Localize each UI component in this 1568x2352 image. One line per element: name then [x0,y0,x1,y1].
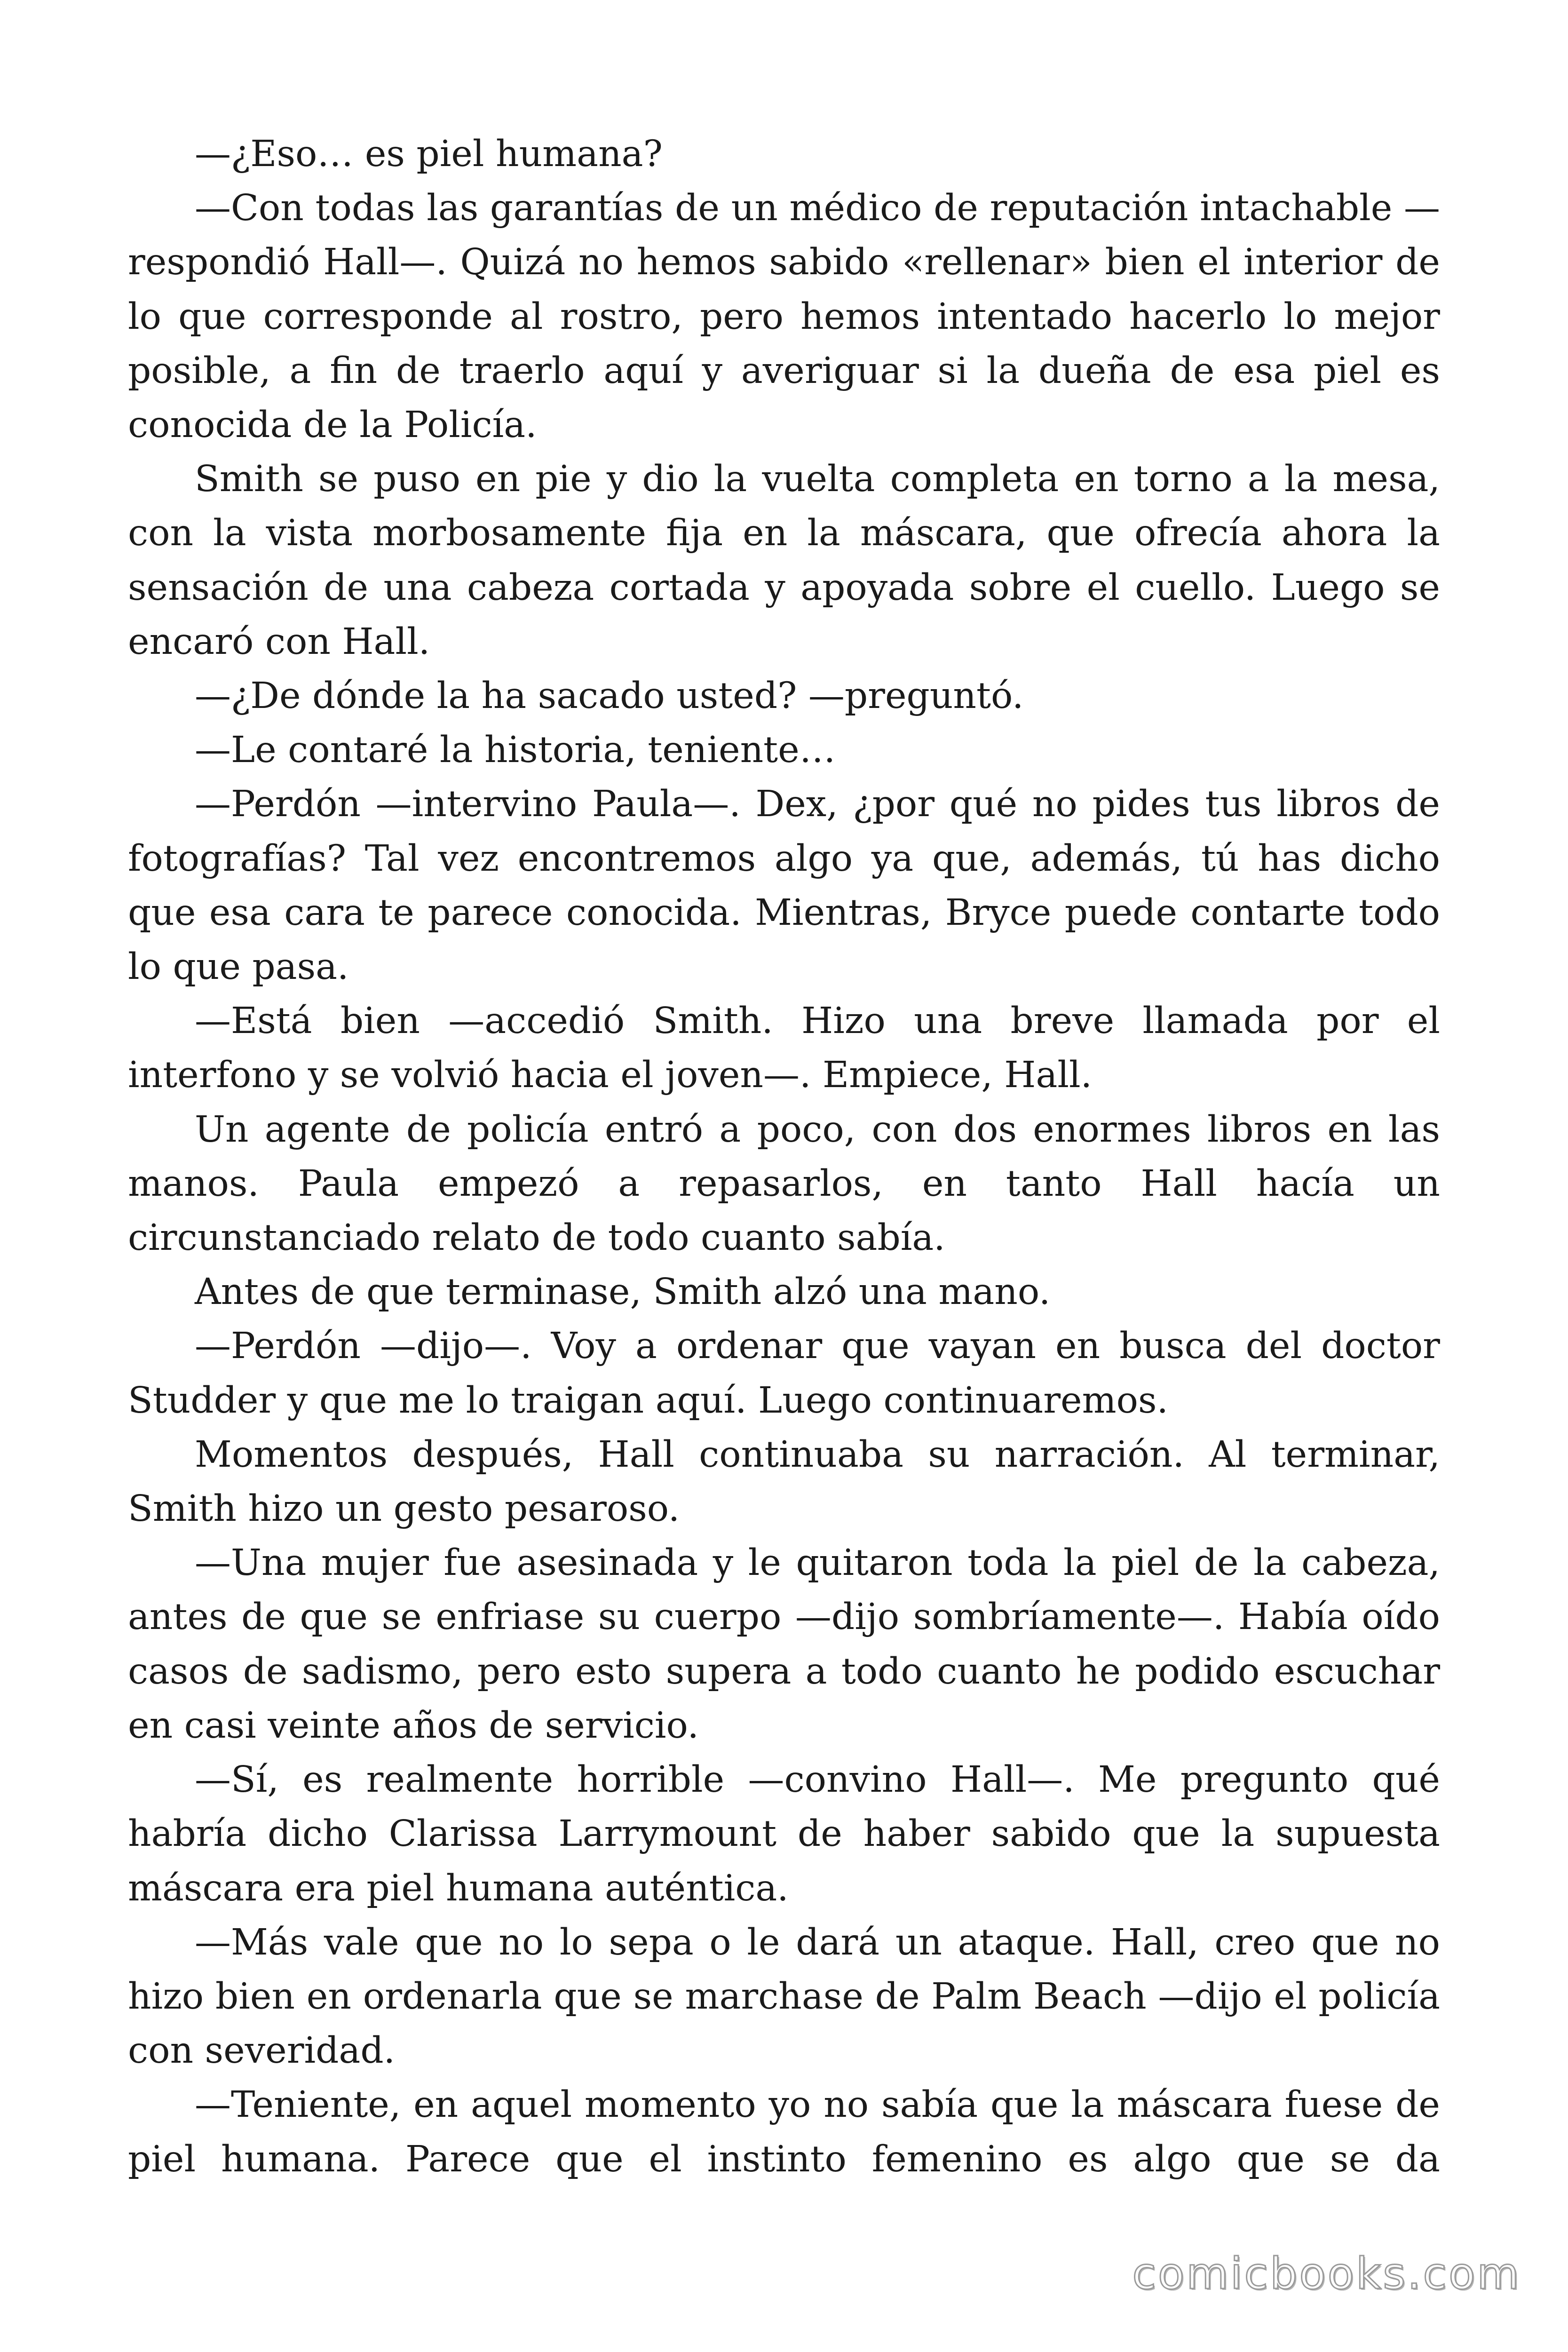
paragraph: —¿De dónde la ha sacado usted? —preguntó. [195,675,1024,717]
paragraph: —Una mujer fue asesinada y le quitaron toda la piel de la cabeza, antes de que se enfriase su cuerpo —dijo sombríamente—. Había oído casos de sadismo, pero esto supera a todo cuanto he podido escuchar en casi veinte años de servicio. [128,1542,1440,1747]
paragraph: —Sí, es realmente horrible —convino Hall—. Me pregunto qué habría dicho Clarissa Larrymount de haber sabido que la supuesta máscara era piel humana auténtica. [128,1759,1440,1909]
paragraph: —Le contaré la historia, teniente… [195,729,836,771]
watermark: comicbooks.com [1132,2249,1521,2299]
paragraph: —Más vale que no lo sepa o le dará un ataque. Hall, creo que no hizo bien en ordenarla que se marchase de Palm Beach —dijo el policía con severidad. [128,1921,1440,2072]
paragraph: Smith se puso en pie y dio la vuelta completa en torno a la mesa, con la vista morbosamente fija en la máscara, que ofrecía ahora la sensación de una cabeza cortada y apoyada sobre el cuello. Luego se encaró con Hall. [128,458,1440,663]
paragraph: —Con todas las garantías de un médico de reputación intachable —respondió Hall—. Quizá no hemos sabido «rellenar» bien el interior de lo que corresponde al rostro, pero hemos intentado hacerlo lo mejor posible, a fin de traerlo aquí y averiguar si la dueña de esa piel es conocida de la Policía. [128,187,1440,446]
paragraph: —Perdón —intervino Paula—. Dex, ¿por qué no pides tus libros de fotografías? Tal vez encontremos algo ya que, además, tú has dicho que esa cara te parece conocida. Mientras, Bryce puede contarte todo lo que pasa. [128,783,1440,988]
paragraph: Antes de que terminase, Smith alzó una mano. [195,1271,1051,1313]
paragraph: Un agente de policía entró a poco, con dos enormes libros en las manos. Paula empezó a repasarlos, en tanto Hall hacía un circunstanciado relato de todo cuanto sabía. [128,1108,1440,1259]
paragraph: —Teniente, en aquel momento yo no sabía que la máscara fuese de piel humana. Parece que el instinto femenino es algo que se da [128,2084,1440,2180]
paragraph: —Perdón —dijo—. Voy a ordenar que vayan en busca del doctor Studder y que me lo traigan aquí. Luego continuaremos. [128,1325,1440,1422]
paragraph: —Está bien —accedió Smith. Hizo una breve llamada por el interfono y se volvió hacia el joven—. Empiece, Hall. [128,1000,1440,1097]
paragraph: —¿Eso… es piel humana? [195,133,663,175]
page-text [128,127,1440,2186]
paragraph: Momentos después, Hall continuaba su narración. Al terminar, Smith hizo un gesto pesaroso. [128,1433,1440,1530]
